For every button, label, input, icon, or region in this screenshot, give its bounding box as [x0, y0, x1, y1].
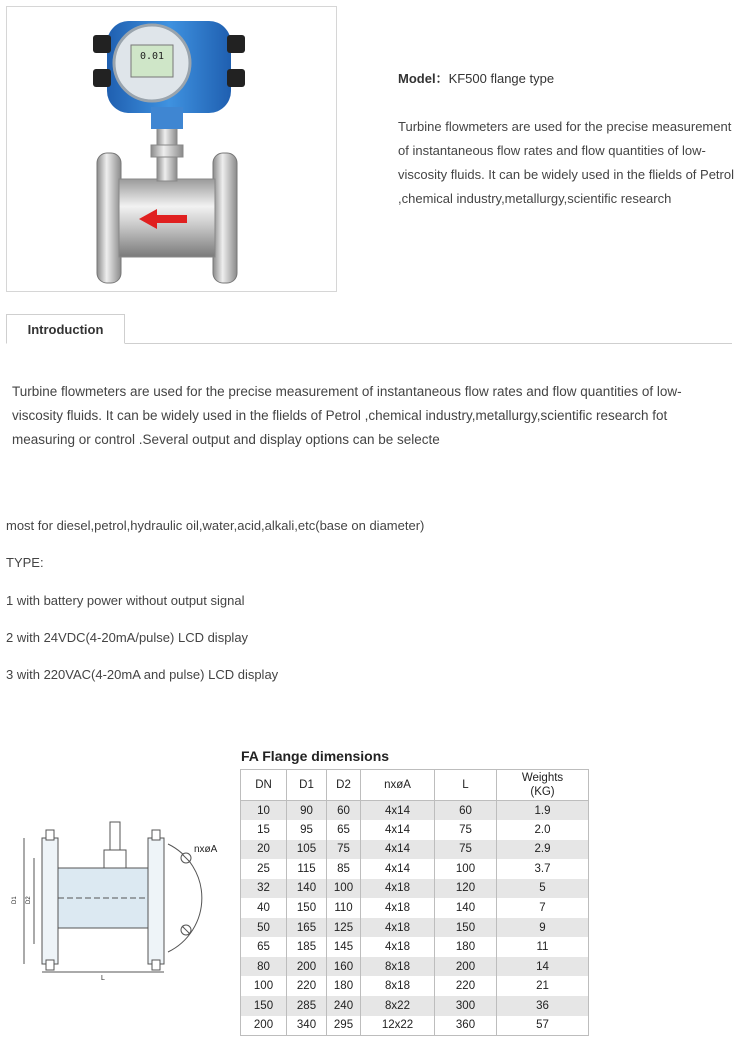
- table-cell: 4x18: [361, 918, 435, 938]
- table-cell: 105: [287, 840, 327, 860]
- table-cell: 65: [241, 937, 287, 957]
- table-cell: 360: [435, 1016, 497, 1036]
- column-header: D1: [287, 770, 327, 801]
- table-cell: 60: [435, 801, 497, 821]
- table-cell: 220: [287, 976, 327, 996]
- table-row: [241, 1016, 589, 1036]
- table-header-row: [241, 770, 589, 801]
- table-cell: 4x18: [361, 937, 435, 957]
- product-summary: Turbine flowmeters are used for the precise measurement of instantaneous flow rates and flow quantities of low-viscosity fluids. It can be widely used in the flields of Petrol ,chemical industry,metallurgy,scientific research: [398, 119, 734, 206]
- type-item: 1 with battery power without output signal: [6, 593, 245, 608]
- table-cell: 36: [497, 996, 589, 1016]
- table-cell: 200: [287, 957, 327, 977]
- flange-dimensions-table: [240, 769, 589, 1036]
- table-cell: 100: [327, 879, 361, 899]
- table-cell: 140: [287, 879, 327, 899]
- table-cell: 340: [287, 1016, 327, 1036]
- table-row: [241, 957, 589, 977]
- table-cell: 4x18: [361, 898, 435, 918]
- table-cell: 5: [497, 879, 589, 899]
- table-cell: 185: [287, 937, 327, 957]
- table-cell: 295: [327, 1016, 361, 1036]
- table-cell: 200: [435, 957, 497, 977]
- table-cell: 150: [287, 898, 327, 918]
- model-line: [398, 68, 554, 87]
- table-cell: 165: [287, 918, 327, 938]
- type-heading: TYPE:: [6, 555, 44, 570]
- table-row: [241, 859, 589, 879]
- table-cell: 90: [287, 801, 327, 821]
- table-cell: 8x18: [361, 976, 435, 996]
- table-cell: 2.9: [497, 840, 589, 860]
- table-row: [241, 937, 589, 957]
- column-header: DN: [241, 770, 287, 801]
- table-row: [241, 898, 589, 918]
- table-cell: 95: [287, 820, 327, 840]
- table-row: [241, 820, 589, 840]
- table-cell: 115: [287, 859, 327, 879]
- table-cell: 80: [241, 957, 287, 977]
- flange-dimension-drawing: [8, 812, 236, 982]
- table-cell: 1.9: [497, 801, 589, 821]
- model-label: Model：: [398, 71, 449, 86]
- table-cell: 9: [497, 918, 589, 938]
- table-cell: 180: [327, 976, 361, 996]
- table-cell: 57: [497, 1016, 589, 1036]
- table-cell: 8x22: [361, 996, 435, 1016]
- table-cell: 11: [497, 937, 589, 957]
- table-cell: 21: [497, 976, 589, 996]
- column-header: nxøA: [361, 770, 435, 801]
- table-cell: 32: [241, 879, 287, 899]
- table-row: [241, 801, 589, 821]
- table-cell: 145: [327, 937, 361, 957]
- table-row: [241, 918, 589, 938]
- table-cell: 75: [435, 840, 497, 860]
- table-cell: 15: [241, 820, 287, 840]
- table-cell: 25: [241, 859, 287, 879]
- table-cell: 150: [435, 918, 497, 938]
- table-row: [241, 840, 589, 860]
- product-image: [6, 6, 337, 292]
- table-cell: 285: [287, 996, 327, 1016]
- usage-text: most for diesel,petrol,hydraulic oil,water,acid,alkali,etc(base on diameter): [6, 518, 425, 533]
- turbine-flowmeter-illustration: [7, 7, 338, 293]
- table-cell: 110: [327, 898, 361, 918]
- table-row: [241, 996, 589, 1016]
- table-cell: 120: [435, 879, 497, 899]
- table-cell: 150: [241, 996, 287, 1016]
- column-header: Weights (KG): [497, 770, 589, 801]
- type-item: 2 with 24VDC(4-20mA/pulse) LCD display: [6, 630, 249, 645]
- table-cell: 4x18: [361, 879, 435, 899]
- table-cell: 4x14: [361, 859, 435, 879]
- table-cell: 100: [241, 976, 287, 996]
- table-row: [241, 976, 589, 996]
- table-cell: 12x22: [361, 1016, 435, 1036]
- tab-introduction[interactable]: Introduction: [6, 314, 125, 344]
- table-cell: 4x14: [361, 801, 435, 821]
- column-header: D2: [327, 770, 361, 801]
- table-cell: 40: [241, 898, 287, 918]
- table-cell: 3.7: [497, 859, 589, 879]
- table-cell: 200: [241, 1016, 287, 1036]
- l-label: L: [101, 975, 105, 982]
- table-cell: 100: [435, 859, 497, 879]
- hole-label: nxøA: [194, 844, 218, 855]
- table-cell: 8x18: [361, 957, 435, 977]
- table-cell: 75: [435, 820, 497, 840]
- d2-label: D2: [26, 896, 32, 904]
- table-cell: 85: [327, 859, 361, 879]
- table-cell: 60: [327, 801, 361, 821]
- type-item: 3 with 220VAC(4-20mA and pulse) LCD display: [6, 667, 279, 682]
- column-header: L: [435, 770, 497, 801]
- table-cell: 14: [497, 957, 589, 977]
- table-row: [241, 879, 589, 899]
- table-title: FA Flange dimensions: [241, 748, 390, 764]
- table-cell: 125: [327, 918, 361, 938]
- lcd-reading: 0.01: [139, 51, 165, 62]
- table-cell: 220: [435, 976, 497, 996]
- table-cell: 7: [497, 898, 589, 918]
- table-cell: 2.0: [497, 820, 589, 840]
- table-cell: 65: [327, 820, 361, 840]
- table-cell: 4x14: [361, 840, 435, 860]
- table-cell: 4x14: [361, 820, 435, 840]
- table-cell: 160: [327, 957, 361, 977]
- table-cell: 140: [435, 898, 497, 918]
- introduction-text: Turbine flowmeters are used for the precise measurement of instantaneous flow rates and flow quantities of low-viscosity fluids. It can be widely used in the flields of Petrol ,chemical industry,metallurgy,scientific research fot measuring or control .Several output and display options can be selecte: [12, 384, 682, 447]
- table-cell: 180: [435, 937, 497, 957]
- table-cell: 10: [241, 801, 287, 821]
- table-cell: 75: [327, 840, 361, 860]
- table-cell: 240: [327, 996, 361, 1016]
- table-cell: 20: [241, 840, 287, 860]
- model-value: KF500 flange type: [448, 71, 555, 86]
- d1-label: D1: [12, 896, 18, 904]
- table-cell: 300: [435, 996, 497, 1016]
- table-cell: 50: [241, 918, 287, 938]
